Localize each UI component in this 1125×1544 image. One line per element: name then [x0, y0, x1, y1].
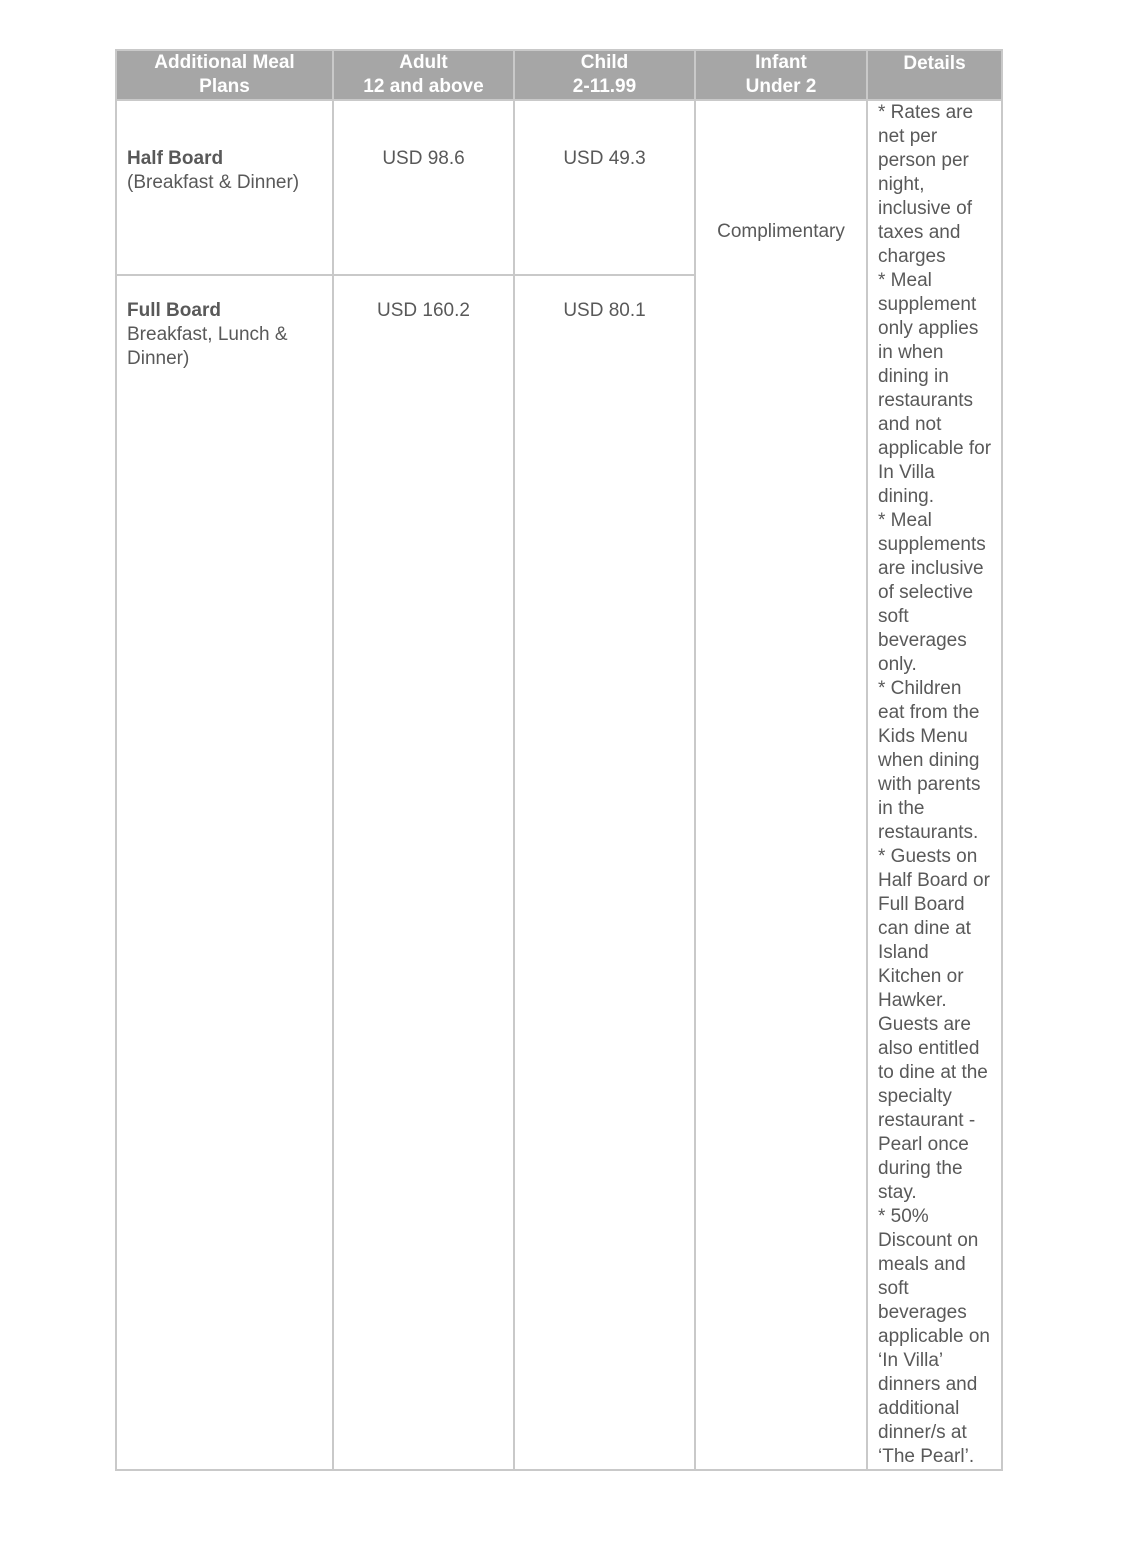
header-sublabel: 12 and above	[363, 76, 484, 97]
adult-price: USD 160.2	[333, 275, 514, 1470]
adult-price: USD 98.6	[333, 100, 514, 275]
table-row	[116, 100, 1002, 275]
plan-description: Breakfast, Lunch & Dinner)	[127, 324, 288, 369]
plan-description: (Breakfast & Dinner)	[127, 172, 300, 193]
header-label: Infant	[755, 52, 807, 73]
header-label: Details	[903, 53, 966, 74]
table-header-row	[116, 50, 1002, 100]
child-price: USD 80.1	[514, 275, 695, 1470]
infant-price: Complimentary	[695, 100, 867, 1470]
header-infant	[695, 50, 867, 100]
header-sublabel: 2-11.99	[572, 76, 637, 97]
plan-name: Full Board	[127, 300, 221, 321]
detail-note: * Guests on Half Board or Full Board can dine at Island Kitchen or Hawker. Guests are also entitled to dine at the specialty restaurant - Pearl once during the stay.	[878, 846, 990, 1203]
header-child	[514, 50, 695, 100]
header-meal-plans	[116, 50, 333, 100]
header-details	[867, 50, 1002, 100]
detail-note: * Meal supplement only applies in when dining in restaurants and not applicable for In Villa dining.	[878, 270, 992, 507]
detail-note: * 50% Discount on meals and soft beverages applicable on ‘In Villa’ dinners and additional dinner/s at ‘The Pearl’.	[878, 1206, 990, 1467]
header-label: Child	[580, 52, 629, 73]
plan-cell-half-board	[116, 100, 333, 275]
detail-note: * Meal supplements are inclusive of selective soft beverages only.	[878, 510, 986, 675]
detail-note: * Children eat from the Kids Menu when dining with parents in the restaurants.	[878, 678, 981, 843]
header-label: Additional Meal	[154, 52, 295, 73]
plan-cell-full-board	[116, 275, 333, 1470]
header-adult	[333, 50, 514, 100]
meal-plans-table	[115, 49, 1003, 1471]
plan-name: Half Board	[127, 148, 224, 169]
details-cell	[867, 100, 1002, 1470]
child-price: USD 49.3	[514, 100, 695, 275]
header-label: Adult	[399, 52, 448, 73]
header-sublabel: Under 2	[745, 76, 817, 97]
header-sublabel: Plans	[199, 76, 250, 97]
detail-note: * Rates are net per person per night, inclusive of taxes and charges	[878, 102, 974, 267]
